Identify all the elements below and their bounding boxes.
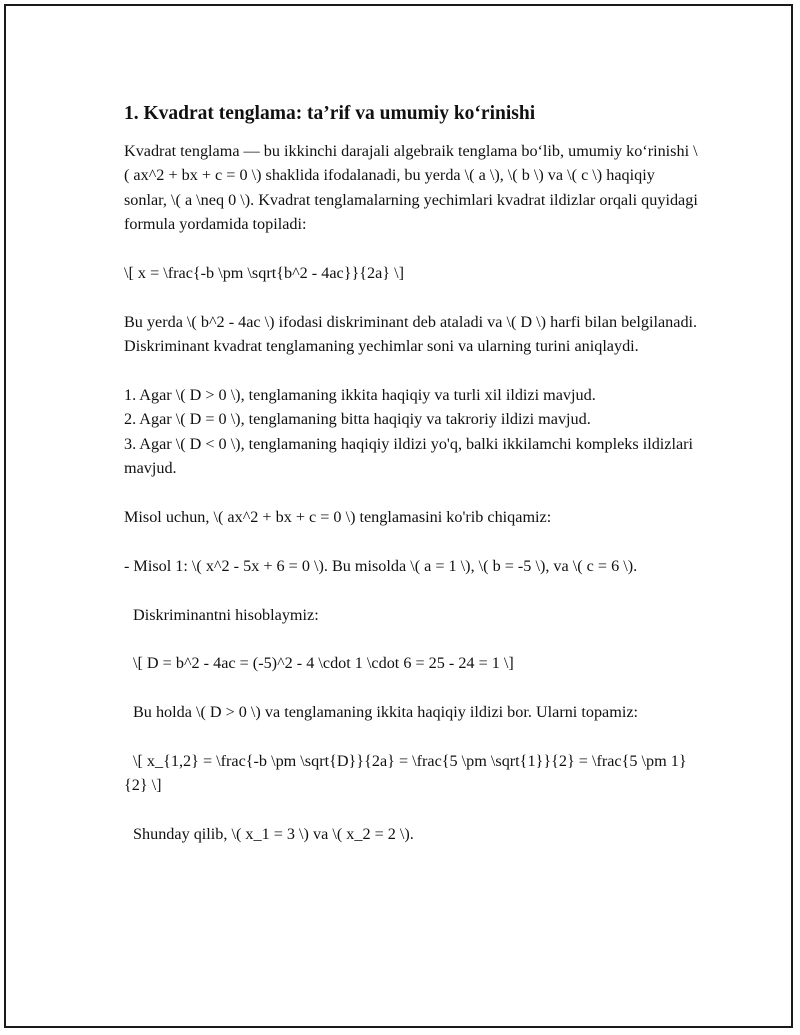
example-intro: Misol uchun, \( ax^2 + bx + c = 0 \) tenglamasini ko'rib chiqamiz: bbox=[124, 508, 552, 527]
case-item: 3. Agar \( D < 0 \), tenglamaning haqiqiy ildizi yo'q, balki ikkilamchi kompleks ildizlari mavjud. bbox=[124, 434, 694, 478]
calc-formula: \[ D = b^2 - 4ac = (-5)^2 - 4 \cdot 1 \cdot 6 = 25 - 24 = 1 \] bbox=[133, 654, 514, 673]
example-1: - Misol 1: \( x^2 - 5x + 6 = 0 \). Bu misolda \( a = 1 \), \( b = -5 \), va \( c = 6 \). bbox=[124, 556, 638, 575]
document-body bbox=[124, 100, 699, 847]
calc-label: Diskriminantni hisoblaymiz: bbox=[133, 605, 319, 624]
discriminant-paragraph: Bu yerda \( b^2 - 4ac \) ifodasi diskriminant deb ataladi va \( D \) harfi bilan belgilanadi. Diskriminant kvadrat tenglamaning yechimlar soni va ularning turini aniqlaydi. bbox=[124, 312, 698, 356]
case-item: 2. Agar \( D = 0 \), tenglamaning bitta haqiqiy va takroriy ildizi mavjud. bbox=[124, 410, 591, 429]
quadratic-formula: \[ x = \frac{-b \pm \sqrt{b^2 - 4ac}}{2a} \] bbox=[124, 264, 405, 283]
case-item: 1. Agar \( D > 0 \), tenglamaning ikkita haqiqiy va turli xil ildizi mavjud. bbox=[124, 386, 596, 405]
roots-formula: \[ x_{1,2} = \frac{-b \pm \sqrt{D}}{2a} = \frac{5 \pm \sqrt{1}}{2} = \frac{5 \pm 1}{2} \] bbox=[124, 752, 687, 795]
intro-paragraph: Kvadrat tenglama — bu ikkinchi darajali algebraik tenglama bo‘lib, umumiy ko‘rinishi \( ax^2 + bx + c = 0 \) shaklida ifodalanadi, bu yerda \( a \), \( b \) va \( c \) haqiqiy sonlar, \( a \neq 0 \). Kvadrat tenglamalarning yechimlari kvadrat ildizlar orqali quyidagi formula yordamida topiladi: bbox=[124, 142, 698, 234]
conclusion: Shunday qilib, \( x_1 = 3 \) va \( x_2 = 2 \). bbox=[133, 825, 414, 844]
section-heading: 1. Kvadrat tenglama: ta’rif va umumiy ko‘rinishi bbox=[124, 103, 536, 124]
page-frame bbox=[4, 4, 793, 1028]
roots-intro: Bu holda \( D > 0 \) va tenglamaning ikkita haqiqiy ildizi bor. Ularni topamiz: bbox=[133, 703, 638, 722]
